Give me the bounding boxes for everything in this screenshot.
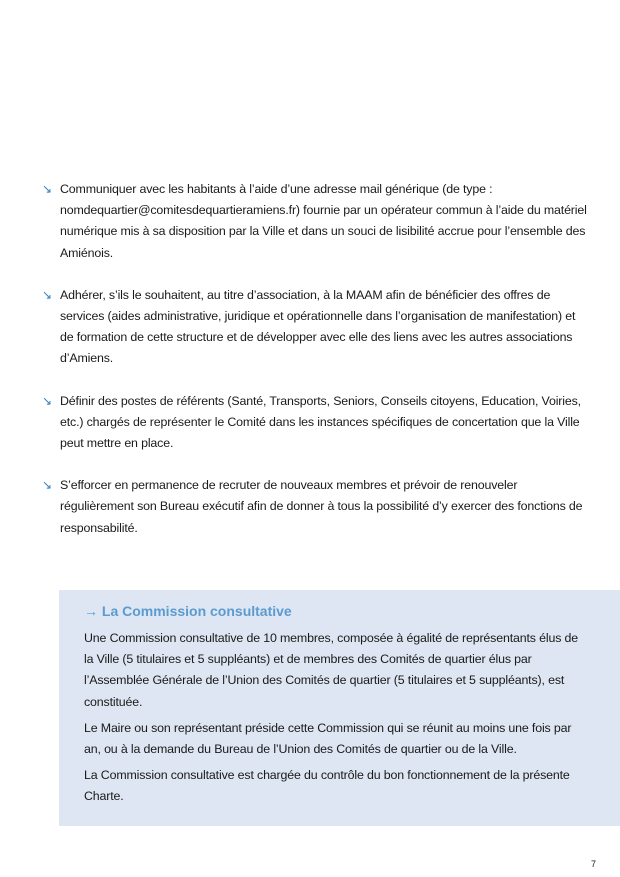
bullet-item	[42, 391, 590, 455]
bullet-list	[42, 179, 590, 560]
arrow-down-right-icon: ↘	[42, 287, 52, 302]
bullet-item	[42, 179, 590, 264]
commission-paragraph: Le Maire ou son représentant préside cette Commission qui se réunit au moins une fois par an, ou à la demande du Bureau de l’Union des Comités de quartier ou de la Ville.	[84, 720, 572, 757]
commission-content	[84, 600, 584, 813]
page-number: 7	[591, 859, 597, 869]
arrow-down-right-icon: ↘	[42, 393, 52, 408]
bullet-text: Adhérer, s’ils le souhaitent, au titre d’association, à la MAAM afin de bénéficier des offres de services (aides administrative, juridique et opérationnelle dans l’organisation de manifestation) et de formation de cette structure et de développer avec elle des liens avec les autres associations d’Amiens.	[60, 287, 576, 366]
commission-title: → La Commission consultative	[84, 603, 292, 619]
arrow-down-right-icon: ↘	[42, 182, 52, 196]
bullet-text: Communiquer avec les habitants à l’aide d’une adresse mail générique (de type : nomdequartier@comitesdequartieramiens.fr) fournie par un opérateur commun à l’aide du matériel numérique mis à sa disposition par la Ville et dans un souci de lisibilité accrue pour l’ensemble des Amiénois.	[60, 182, 587, 260]
bullet-item	[42, 285, 590, 370]
bullet-item	[42, 475, 590, 539]
commission-paragraph: La Commission consultative est chargée du contrôle du bon fonctionnement de la présente Charte.	[84, 768, 570, 804]
arrow-down-right-icon: ↘	[42, 478, 52, 493]
commission-paragraph: Une Commission consultative de 10 membres, composée à égalité de représentants élus de la Ville (5 titulaires et 5 suppléants) et de membres des Comités de quartier élus par l’Assemblée Générale de l’Union des Comités de quartier (5 titulaires et 5 suppléants), est constituée.	[84, 631, 579, 709]
commission-panel	[59, 590, 620, 826]
bullet-text: Définir des postes de référents (Santé, Transports, Seniors, Conseils citoyens, Education, Voiries, etc.) chargés de représenter le Comité dans les instances spécifiques de concertation que la Ville peut mettre en place.	[60, 393, 581, 451]
bullet-text: S’efforcer en permanence de recruter de nouveaux membres et prévoir de renouveler régulièrement son Bureau exécutif afin de donner à tous la possibilité d’y exercer des fonctions de responsabilité.	[60, 478, 583, 535]
